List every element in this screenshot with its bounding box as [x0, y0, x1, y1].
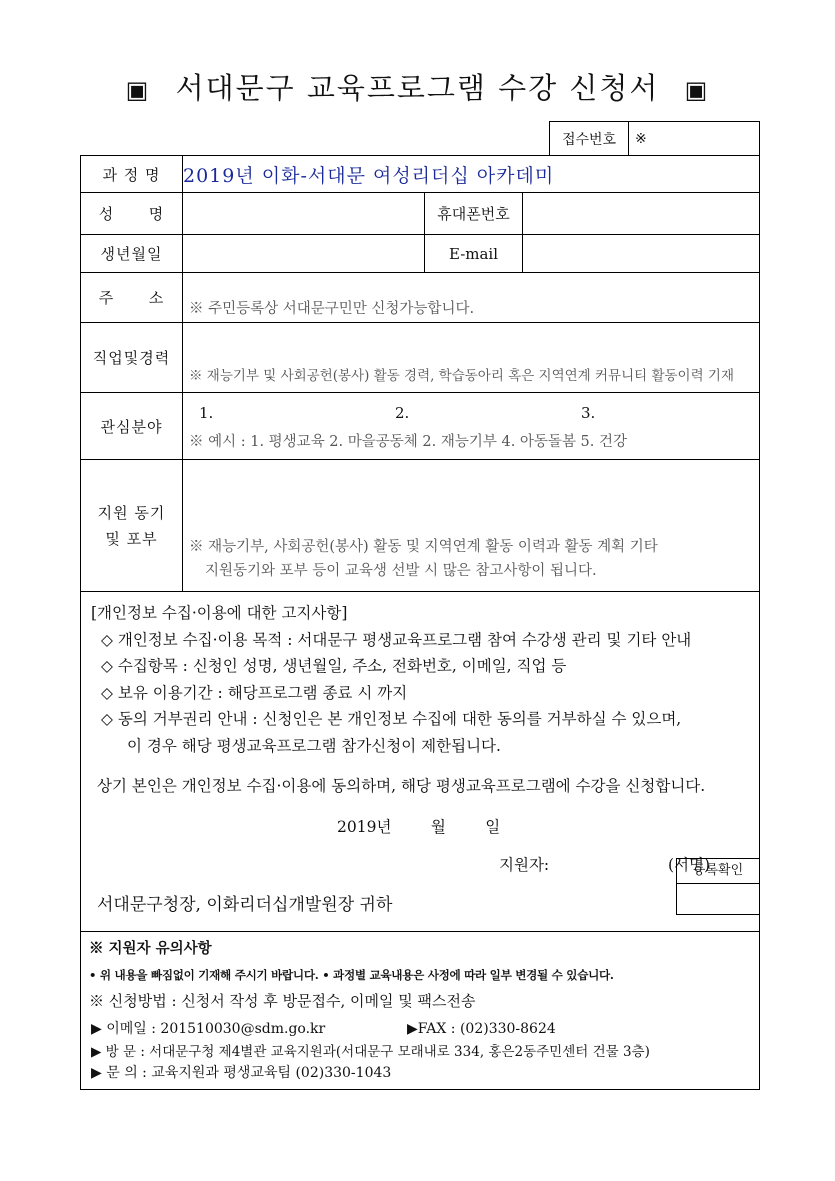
receipt-number-value: ※: [635, 131, 647, 147]
birth-label: 생년월일: [81, 235, 183, 273]
privacy-item-3: ◇ 보유 이용기간 : 해당프로그램 종료 시 까지: [101, 683, 408, 702]
email-label: E-mail: [425, 235, 523, 273]
title-mark-left: ▣: [125, 76, 151, 104]
privacy-heading: [개인정보 수집·이용에 대한 고지사항]: [91, 604, 348, 622]
page-title: [0, 66, 835, 107]
motive-label: [81, 460, 183, 592]
address-label: 주 소: [81, 273, 183, 323]
interest-field[interactable]: [183, 393, 760, 460]
motive-hint-2: 지원동기와 포부 등이 교육생 선발 시 많은 참고사항이 됩니다.: [205, 563, 597, 579]
receipt-number-label: 접수번호: [550, 122, 629, 156]
applicant-label: 지원자:: [499, 856, 550, 874]
name-label: 성 명: [81, 193, 183, 235]
notes-method: ※ 신청방법 : 신청서 작성 후 방문접수, 이메일 및 팩스전송: [89, 992, 476, 1010]
addressee: 서대문구청장, 이화리더십개발원장 귀하: [97, 895, 393, 915]
notes-visit: ▶ 방 문 : 서대문구청 제4별관 교육지원과(서대문구 모래내로 334, 홍은2동주민센터 건물 3층): [91, 1044, 650, 1060]
notes-email: ▶ 이메일 : 201510030@sdm.go.kr: [91, 1021, 326, 1037]
applicant-line: [91, 852, 755, 878]
privacy-item-1: ◇ 개인정보 수집·이용 목적 : 서대문구 평생교육프로그램 참여 수강생 관리 및 기타 안내: [101, 630, 692, 649]
career-label: 직업및경력: [81, 323, 183, 393]
receipt-number-box: [549, 121, 760, 156]
interest-label: 관심분야: [81, 393, 183, 460]
signature-label: (서명): [668, 856, 711, 874]
email-field[interactable]: [523, 235, 760, 273]
interest-hint: ※ 예시 : 1. 평생교육 2. 마을공동체 2. 재능기부 4. 아동돌봄 5. 건강: [189, 433, 628, 450]
application-form: [80, 155, 760, 1090]
birth-field[interactable]: [183, 235, 425, 273]
consent-text: 상기 본인은 개인정보 수집·이용에 동의하며, 해당 평생교육프로그램에 수강을 신청합니다.: [97, 777, 706, 795]
registration-check-box: [676, 858, 759, 915]
notes-warning: • 위 내용을 빠짐없이 기재해 주시기 바랍니다. • 과정별 교육내용은 사정에 따라 일부 변경될 수 있습니다.: [89, 968, 614, 982]
consent-date: 2019년 월 일: [337, 817, 501, 836]
interest-slot-3: 3.: [581, 403, 596, 422]
course-label: 과 정 명: [81, 156, 183, 193]
applicant-notes-section: [81, 932, 760, 1090]
privacy-item-4-cont: 이 경우 해당 평생교육프로그램 참가신청이 제한됩니다.: [127, 736, 501, 755]
course-value: 2019년 이화-서대문 여성리더십 아카데미: [183, 156, 760, 193]
notes-contact-row: [89, 1016, 751, 1042]
career-hint: ※ 재능기부 및 사회공헌(봉사) 활동 경력, 학습동아리 혹은 지역연계 커뮤니티 활동이력 기재: [189, 368, 735, 384]
interest-slot-2: 2.: [395, 403, 410, 422]
address-field[interactable]: [183, 273, 760, 323]
interest-slot-1: 1.: [199, 403, 214, 422]
phone-field[interactable]: [523, 193, 760, 235]
privacy-notice-section: [81, 592, 760, 932]
name-field[interactable]: [183, 193, 425, 235]
phone-label: 휴대폰번호: [425, 193, 523, 235]
motive-label-line1: 지원 동기: [97, 503, 166, 522]
motive-hint-1: ※ 재능기부, 사회공헌(봉사) 활동 및 지역연계 활동 이력과 활동 계획 기타: [189, 539, 658, 555]
career-field[interactable]: [183, 323, 760, 393]
notes-heading: ※ 지원자 유의사항: [89, 940, 212, 957]
title-mark-right: ▣: [684, 76, 710, 104]
registration-check-label: 등록확인: [677, 859, 759, 884]
motive-field[interactable]: [183, 460, 760, 592]
motive-label-line2: 및 포부: [105, 529, 158, 548]
registration-check-field[interactable]: [677, 884, 759, 914]
address-hint: ※ 주민등록상 서대문구민만 신청가능합니다.: [189, 301, 475, 317]
notes-inquiry: ▶ 문 의 : 교육지원과 평생교육팀 (02)330-1043: [91, 1065, 392, 1081]
notes-fax: ▶FAX : (02)330-8624: [407, 1021, 556, 1037]
privacy-item-2: ◇ 수집항목 : 신청인 성명, 생년월일, 주소, 전화번호, 이메일, 직업 등: [101, 657, 567, 675]
privacy-item-4: ◇ 동의 거부권리 안내 : 신청인은 본 개인정보 수집에 대한 동의를 거부하실 수 있으며,: [101, 710, 682, 728]
title-text: 서대문구 교육프로그램 수강 신청서: [175, 71, 660, 105]
